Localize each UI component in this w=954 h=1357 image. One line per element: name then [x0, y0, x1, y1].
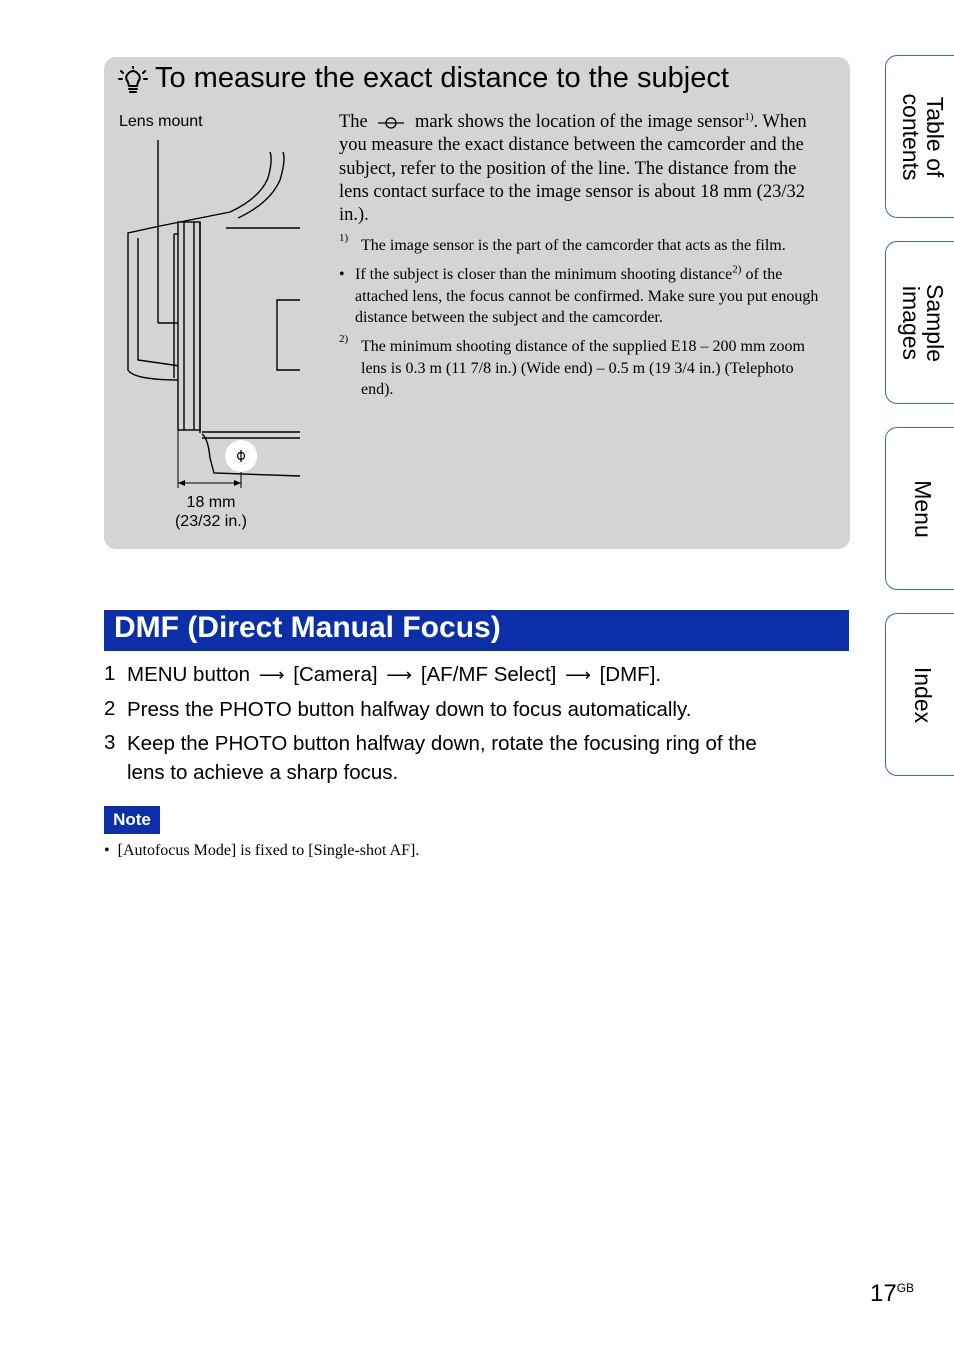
section-title: DMF (Direct Manual Focus) — [114, 611, 501, 644]
arrow-right-icon: ⟶ — [565, 665, 591, 685]
arrow-right-icon: ⟶ — [386, 665, 413, 685]
tab-index-label: Index — [910, 666, 936, 723]
lens-mount-label: Lens mount — [119, 113, 203, 130]
tab-menu-label: Menu — [910, 479, 936, 538]
camera-side-diagram — [120, 138, 300, 488]
tip-paragraph: The mark shows the location of the image sensor$^{1)}$. When you measure the exact distance between the camcorder and the subject, refer to the position of the line. The distance from the lens contact surface to the image sensor is about 18 mm (23/32 in.). — [339, 110, 807, 226]
tab-menu[interactable] — [885, 427, 954, 590]
bullet-dot: • — [339, 266, 345, 283]
distance-mm: 18 mm — [186, 494, 236, 511]
bullet-text: If the subject is closer than the minimum shooting distance$^{2)}$ of the attached lens, the focus cannot be confirmed. Make sure you put enough distance between the subject and the camcorder. — [355, 263, 819, 326]
footnote-1-mark: 1) — [339, 232, 349, 244]
tab-sample-images[interactable] — [885, 241, 954, 404]
footnote-1-text: The image sensor is the part of the camcorder that acts as the film. — [361, 237, 786, 254]
step-1-text: MENU button ⟶ [Camera] ⟶ [AF/MF Select] ⟶ [DMF]. — [127, 663, 662, 686]
arrow-right-icon: ⟶ — [258, 665, 285, 685]
tab-table-of-contents-label: Table of contents — [898, 93, 948, 180]
distance-in: (23/32 in.) — [174, 513, 248, 530]
step-1-number: 1 — [104, 662, 116, 685]
lightbulb-hint-icon — [118, 66, 148, 98]
image-sensor-mark-icon — [376, 116, 406, 130]
tab-sample-images-label: Sample images — [898, 283, 948, 362]
tab-index[interactable] — [885, 613, 954, 776]
footnote-2-mark: 2) — [339, 333, 349, 345]
step-3-number: 3 — [104, 731, 116, 754]
section-heading-bar — [104, 610, 849, 651]
note-badge: Note — [104, 806, 160, 834]
tip-title: To measure the exact distance to the subject — [155, 62, 729, 94]
step-3-text: Keep the PHOTO button halfway down, rotate the focusing ring of the lens to achieve a sharp focus. — [127, 732, 757, 784]
tab-table-of-contents[interactable] — [885, 55, 954, 218]
note-text: • [Autofocus Mode] is fixed to [Single-shot AF]. — [104, 842, 420, 859]
step-2-number: 2 — [104, 697, 116, 720]
distance-label — [165, 493, 257, 531]
page-number: $17^{GB}$ — [870, 1280, 915, 1307]
step-2-text: Press the PHOTO button halfway down to focus automatically. — [127, 698, 692, 721]
footnote-2-text: The minimum shooting distance of the supplied E18 – 200 mm zoom lens is 0.3 m (11 7/8 in.) (Wide end) – 0.5 m (19 3/4 in.) (Telephoto end). — [361, 338, 805, 398]
